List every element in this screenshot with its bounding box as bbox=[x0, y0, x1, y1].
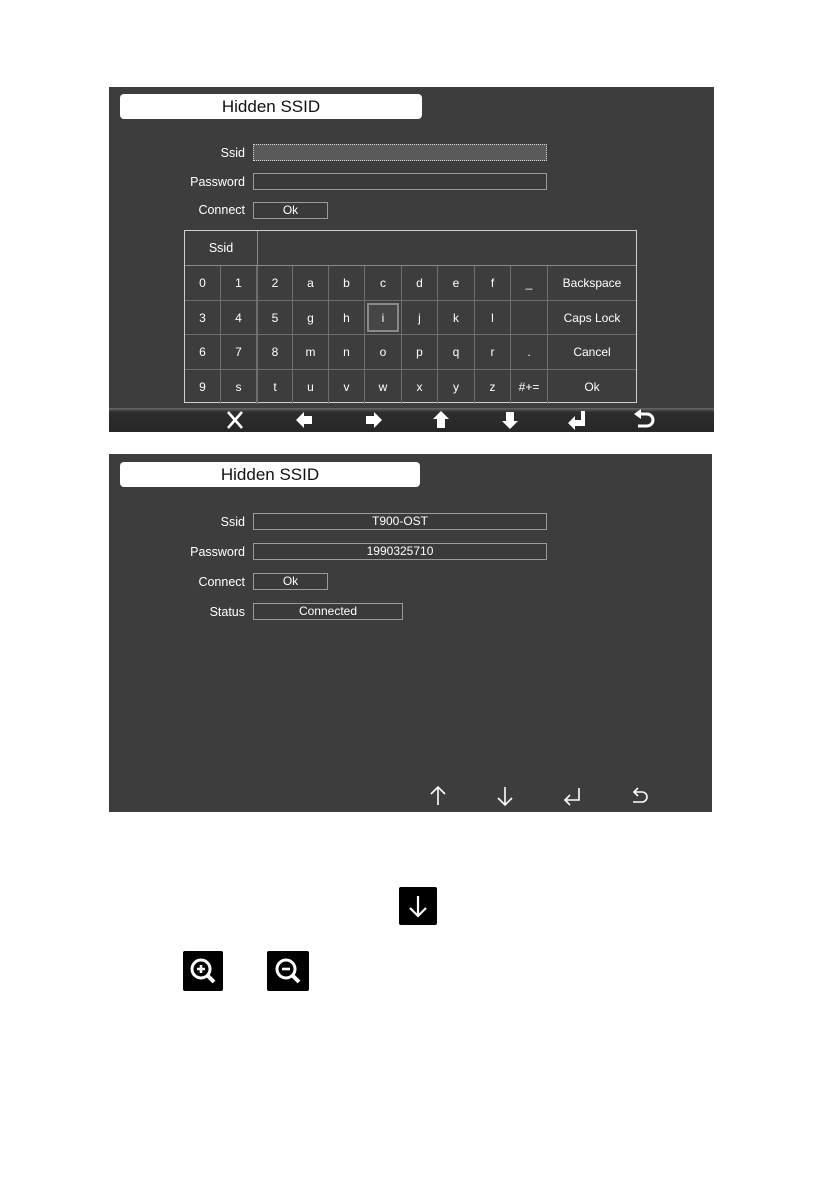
key-backspace[interactable]: Backspace bbox=[548, 266, 636, 301]
key-x[interactable]: x bbox=[402, 370, 438, 405]
key-cancel[interactable]: Cancel bbox=[548, 335, 636, 370]
password-field[interactable]: 1990325710 bbox=[253, 543, 547, 560]
key-m[interactable]: m bbox=[293, 335, 329, 370]
key-d[interactable]: d bbox=[402, 266, 438, 301]
zoom-in-icon bbox=[183, 951, 223, 991]
hidden-ssid-keyboard-screen bbox=[109, 87, 714, 432]
key-n[interactable]: n bbox=[329, 335, 365, 370]
back-icon[interactable] bbox=[626, 784, 652, 808]
key-4[interactable]: 4 bbox=[221, 301, 257, 336]
key-underscore[interactable]: _ bbox=[511, 266, 548, 301]
key-6[interactable]: 6 bbox=[185, 335, 221, 370]
key-v[interactable]: v bbox=[329, 370, 365, 405]
screen-title: Hidden SSID bbox=[120, 462, 420, 487]
key-caps-lock[interactable]: Caps Lock bbox=[548, 301, 636, 336]
arrow-down-icon bbox=[399, 887, 437, 925]
key-j[interactable]: j bbox=[402, 301, 438, 336]
key-q[interactable]: q bbox=[438, 335, 475, 370]
status-value: Connected bbox=[253, 603, 403, 620]
key-s[interactable]: s bbox=[221, 370, 257, 405]
key-a[interactable]: a bbox=[293, 266, 329, 301]
enter-icon[interactable] bbox=[564, 409, 590, 431]
key-8[interactable]: 8 bbox=[257, 335, 293, 370]
ssid-field[interactable]: T900-OST bbox=[253, 513, 547, 530]
key-f[interactable]: f bbox=[475, 266, 511, 301]
key-e[interactable]: e bbox=[438, 266, 475, 301]
key-u[interactable]: u bbox=[293, 370, 329, 405]
key-y[interactable]: y bbox=[438, 370, 475, 405]
hidden-ssid-connected-screen bbox=[109, 454, 712, 812]
arrow-right-icon[interactable] bbox=[361, 409, 387, 431]
arrow-down-icon[interactable] bbox=[497, 409, 523, 431]
key-3[interactable]: 3 bbox=[185, 301, 221, 336]
password-label: Password bbox=[190, 545, 245, 559]
keyboard-input-header bbox=[185, 231, 636, 266]
key-1[interactable]: 1 bbox=[221, 266, 257, 301]
key-period[interactable]: . bbox=[511, 335, 548, 370]
key-t[interactable]: t bbox=[257, 370, 293, 405]
key-ok[interactable]: Ok bbox=[584, 379, 600, 394]
close-icon[interactable] bbox=[222, 409, 248, 431]
status-label: Status bbox=[209, 605, 245, 619]
key-i[interactable]: i bbox=[365, 301, 402, 336]
connect-ok-button[interactable]: Ok bbox=[253, 573, 328, 590]
key-9[interactable]: 9 bbox=[185, 370, 221, 405]
on-screen-keyboard bbox=[184, 230, 637, 403]
enter-icon[interactable] bbox=[559, 784, 585, 808]
back-icon[interactable] bbox=[631, 409, 657, 431]
key-7[interactable]: 7 bbox=[221, 335, 257, 370]
key-w[interactable]: w bbox=[365, 370, 402, 405]
key-g[interactable]: g bbox=[293, 301, 329, 336]
connect-ok-button[interactable]: Ok bbox=[253, 202, 328, 219]
arrow-up-icon[interactable] bbox=[428, 409, 454, 431]
key-blank[interactable] bbox=[511, 301, 548, 336]
key-5[interactable]: 5 bbox=[257, 301, 293, 336]
key-h[interactable]: h bbox=[329, 301, 365, 336]
key-b[interactable]: b bbox=[329, 266, 365, 301]
key-0[interactable]: 0 bbox=[185, 266, 221, 301]
keyboard-field-label: Ssid bbox=[185, 231, 258, 265]
key-c[interactable]: c bbox=[365, 266, 402, 301]
arrow-down-icon[interactable] bbox=[492, 784, 518, 808]
screen-title: Hidden SSID bbox=[120, 94, 422, 119]
connect-label: Connect bbox=[198, 203, 245, 217]
ssid-label: Ssid bbox=[220, 515, 245, 529]
key-p[interactable]: p bbox=[402, 335, 438, 370]
arrow-left-icon[interactable] bbox=[291, 409, 317, 431]
zoom-out-icon bbox=[267, 951, 309, 991]
ssid-label: Ssid bbox=[220, 146, 245, 160]
key-l[interactable]: l bbox=[475, 301, 511, 336]
key-2[interactable]: 2 bbox=[257, 266, 293, 301]
connect-label: Connect bbox=[198, 575, 245, 589]
key-k[interactable]: k bbox=[438, 301, 475, 336]
key-r[interactable]: r bbox=[475, 335, 511, 370]
key-o[interactable]: o bbox=[365, 335, 402, 370]
password-label: Password bbox=[190, 175, 245, 189]
arrow-up-icon[interactable] bbox=[425, 784, 451, 808]
key-z[interactable]: z bbox=[475, 370, 511, 405]
navigation-bar bbox=[109, 408, 714, 432]
key-symbols[interactable]: #+= bbox=[511, 370, 548, 405]
password-field[interactable] bbox=[253, 173, 547, 190]
ssid-field[interactable] bbox=[253, 144, 547, 161]
